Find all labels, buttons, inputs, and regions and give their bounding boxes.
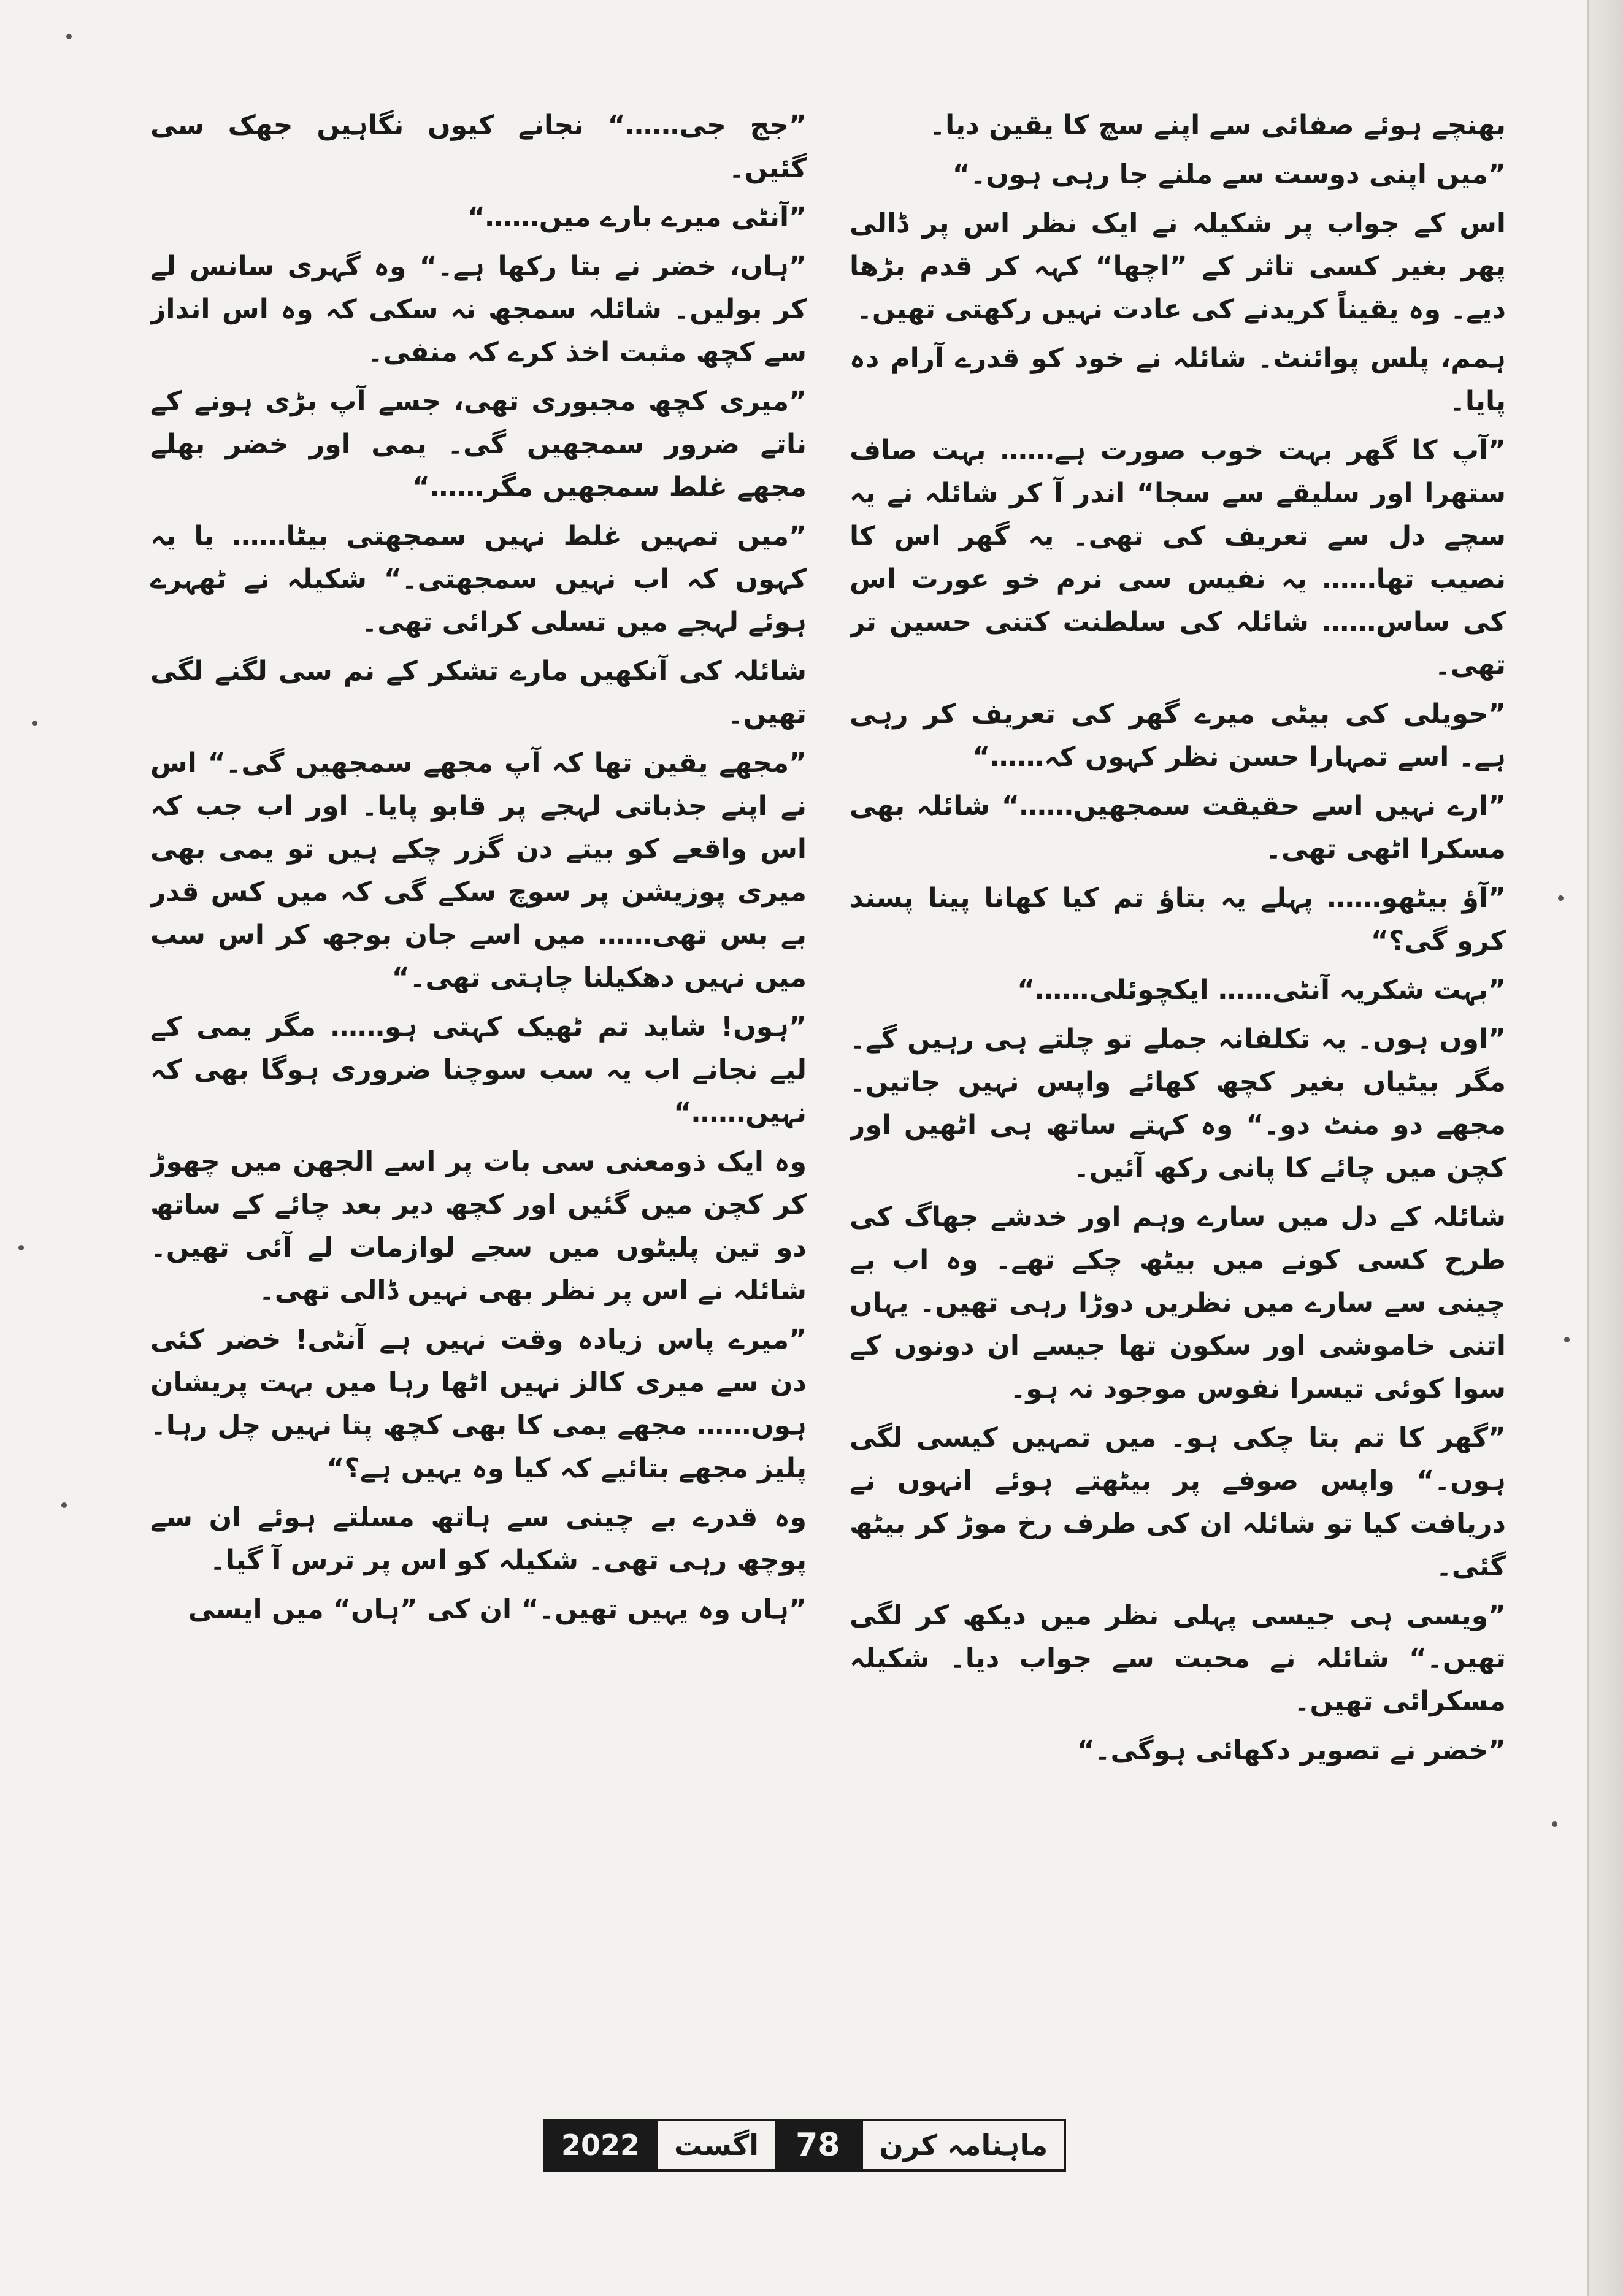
scan-speck — [61, 1502, 67, 1508]
paragraph: ”ہاں، خضر نے بتا رکھا ہے۔“ وہ گہری سانس لے کر بولیں۔ شائلہ سمجھ نہ سکی کہ وہ اس انداز سے کچھ مثبت اخذ کرے کہ منفی۔ — [150, 251, 807, 368]
paragraph: ”بہت شکریہ آنٹی…… ایکچوئلی……“ — [1017, 974, 1506, 1006]
scan-speck — [18, 1245, 24, 1250]
paragraph: ”مجھے یقین تھا کہ آپ مجھے سمجھیں گی۔“ اس نے اپنے جذباتی لہجے پر قابو پایا۔ اور اب جب کہ اس واقعے کو بیتے دن گزر چکے ہیں تو یمی بھی میری پوزیشن پر سوچ سکے گی کہ میں کس قدر بے بس تھی…… میں اسے جان بوجھ کر اس سب میں نہیں دھکیلنا چاہتی تھی۔“ — [150, 748, 807, 993]
scan-speck — [1558, 895, 1564, 901]
paragraph: ”ہاں وہ یہیں تھیں۔“ ان کی ”ہاں“ میں ایسی — [188, 1594, 807, 1625]
page-edge-shadow — [1587, 0, 1623, 2296]
paragraph: ہمم، پلس پوائنٹ۔ شائلہ نے خود کو قدرے آرام دہ پایا۔ — [850, 343, 1506, 417]
paragraph: ”میں اپنی دوست سے ملنے جا رہی ہوں۔“ — [952, 159, 1506, 190]
paragraph: ”ویسی ہی جیسی پہلی نظر میں دیکھ کر لگی تھیں۔“ شائلہ نے محبت سے جواب دیا۔ شکیلہ مسکرائی تھیں۔ — [850, 1600, 1506, 1717]
scan-speck — [32, 721, 37, 726]
footer-year: 2022 — [545, 2121, 656, 2169]
scan-speck — [66, 34, 72, 39]
paragraph: وہ ایک ذومعنی سی بات پر اسے الجھن میں چھوڑ کر کچن میں گئیں اور کچھ دیر بعد چائے کے ساتھ دو تین پلیٹوں میں سجے لوازمات لے آئی تھیں۔ شائلہ نے اس پر نظر بھی نہیں ڈالی تھی۔ — [150, 1146, 807, 1306]
paragraph: شائلہ کے دل میں سارے وہم اور خدشے جھاگ کی طرح کسی کونے میں بیٹھ چکے تھے۔ وہ اب بے چینی سے سارے میں نظریں دوڑا رہی تھیں۔ یہاں اتنی خاموشی اور سکون تھا جیسے ان دونوں کے سوا کوئی تیسرا نفوس موجود نہ ہو۔ — [850, 1201, 1506, 1404]
page-footer — [543, 2119, 1066, 2172]
paragraph: بھنچے ہوئے صفائی سے اپنے سچ کا یقین دیا۔ — [929, 110, 1506, 141]
paragraph: شائلہ کی آنکھیں مارے تشکر کے نم سی لگنے لگی تھیں۔ — [150, 656, 807, 730]
paragraph: وہ قدرے بے چینی سے ہاتھ مسلتے ہوئے ان سے پوچھ رہی تھی۔ شکیلہ کو اس پر ترس آ گیا۔ — [150, 1502, 807, 1576]
paragraph: ”خضر نے تصویر دکھائی ہوگی۔“ — [1076, 1735, 1506, 1766]
paragraph: ”میں تمہیں غلط نہیں سمجھتی بیٹا…… یا یہ کہوں کہ اب نہیں سمجھتی۔“ شکیلہ نے ٹھہرے ہوئے لہجے میں تسلی کرائی تھی۔ — [150, 521, 807, 638]
scan-speck — [1552, 1821, 1557, 1827]
paragraph: ”میری کچھ مجبوری تھی، جسے آپ بڑی ہونے کے ناتے ضرور سمجھیں گی۔ یمی اور خضر بھلے مجھے غلط سمجھیں مگر……“ — [150, 386, 807, 503]
paragraph: ”آنٹی میرے بارے میں……“ — [467, 202, 807, 233]
paragraph: ”ارے نہیں اسے حقیقت سمجھیں……“ شائلہ بھی مسکرا اٹھی تھی۔ — [850, 790, 1506, 865]
footer-page-number: 78 — [775, 2121, 861, 2169]
paragraph: اس کے جواب پر شکیلہ نے ایک نظر اس پر ڈالی پھر بغیر کسی تاثر کے ”اچھا“ کہہ کر قدم بڑھا دیے۔ وہ یقیناً کریدنے کی عادت نہیں رکھتی تھیں۔ — [850, 208, 1506, 325]
scan-speck — [1564, 1337, 1570, 1342]
paragraph: ”ہوں! شاید تم ٹھیک کہتی ہو…… مگر یمی کے لیے نجانے اب یہ سب سوچنا ضروری ہوگا بھی کہ نہیں……“ — [150, 1011, 807, 1128]
paragraph: ”حویلی کی بیٹی میرے گھر کی تعریف کر رہی ہے۔ اسے تمہارا حسن نظر کہوں کہ……“ — [850, 698, 1506, 773]
text-column-left — [150, 104, 807, 2116]
paragraph: ”اوں ہوں۔ یہ تکلفانہ جملے تو چلتے ہی رہیں گے۔ مگر بیٹیاں بغیر کچھ کھائے واپس نہیں جاتیں۔ مجھے دو منٹ دو۔“ وہ کہتے ساتھ ہی اٹھیں اور کچن میں چائے کا پانی رکھ آئیں۔ — [850, 1024, 1506, 1184]
footer-magazine-name: ماہنامہ کرن — [861, 2121, 1064, 2169]
paragraph: ”آپ کا گھر بہت خوب صورت ہے…… بہت صاف ستھرا اور سلیقے سے سجا“ اندر آ کر شائلہ نے یہ سچے دل سے تعریف کی تھی۔ یہ گھر اس کا نصیب تھا…… یہ نفیس سی نرم خو عورت اس کی ساس…… شائلہ کی سلطنت کتنی حسین تر تھی۔ — [850, 435, 1506, 681]
paragraph: ”گھر کا تم بتا چکی ہو۔ میں تمہیں کیسی لگی ہوں۔“ واپس صوفے پر بیٹھتے ہوئے انہوں نے دریافت کیا تو شائلہ ان کی طرف رخ موڑ کر بیٹھ گئی۔ — [850, 1422, 1506, 1582]
text-column-right — [850, 104, 1506, 2116]
paragraph: ”آؤ بیٹھو…… پہلے یہ بتاؤ تم کیا کھانا پینا پسند کرو گی؟“ — [850, 882, 1506, 957]
paragraph: ”میرے پاس زیادہ وقت نہیں ہے آنٹی! خضر کئی دن سے میری کالز نہیں اٹھا رہا میں بہت پریشان ہوں…… مجھے یمی کا بھی کچھ پتا نہیں چل رہا۔ پلیز مجھے بتائیے کہ کیا وہ یہیں ہے؟“ — [150, 1324, 807, 1484]
paragraph: ”جج جی……“ نجانے کیوں نگاہیں جھک سی گئیں۔ — [150, 110, 807, 184]
footer-month: اگست — [656, 2121, 775, 2169]
